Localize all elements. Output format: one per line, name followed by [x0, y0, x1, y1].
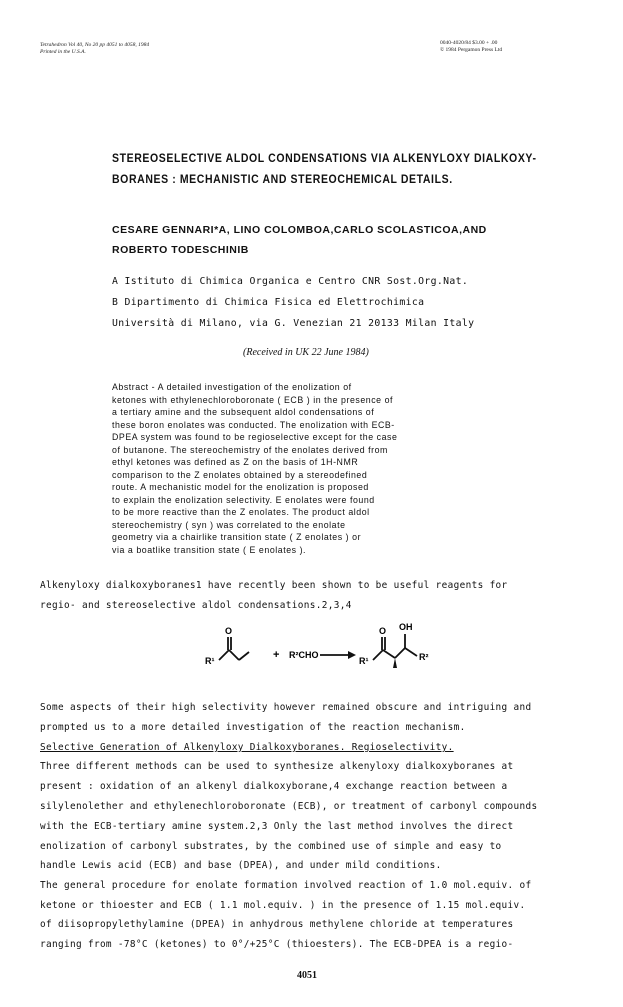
body-line: The general procedure for enolate formation involved reaction of 1.0 mol.equiv. of [40, 880, 532, 891]
abstract-line: a tertiary amine and the subsequent aldol condensations of [112, 407, 375, 417]
abstract-line: geometry via a chairlike transition state ( Z enolates ) or [112, 532, 362, 542]
product-oxygen-label: O [379, 626, 387, 636]
title-line-1: STEREOSELECTIVE ALDOL CONDENSATIONS VIA ALKENYLOXY DIALKOXY- [112, 152, 537, 166]
abstract-line: ketones with ethylenechloroboronate ( ECB ) in the presence of [112, 394, 394, 405]
paper-title [112, 149, 552, 191]
body-line: present : oxidation of an alkenyl dialkoxyborane,4 exchange reaction between a [40, 781, 508, 792]
copyright-line: © 1984 Pergamon Press Ltd [440, 47, 503, 53]
aldehyde-reagent: R²CHO [289, 650, 319, 660]
journal-citation: Tetrahedron Vol 40, No 20 pp 4051 to 4058, 1984 [40, 42, 150, 48]
abstract [112, 381, 532, 556]
body-line: Three different methods can be used to synthesize alkenyloxy dialkoxyboranes at [40, 761, 514, 772]
abstract-line: these boron enolates was conducted. The enolization with ECB- [112, 419, 395, 430]
body-line: handle Lewis acid (ECB) and base (DPEA), and under mild conditions. [40, 860, 442, 871]
authors-line-2: ROBERTO TODESCHINIB [112, 244, 249, 256]
printed-location: Printed in the U.S.A. [40, 49, 86, 55]
section-heading: Selective Generation of Alkenyloxy Dialkoxyboranes. Regioselectivity. [40, 742, 454, 753]
abstract-line: to be more reactive than the Z enolates. The product aldol [112, 507, 370, 517]
abstract-line: route. A mechanistic model for the enolization is proposed [112, 482, 369, 492]
reaction-arrow [320, 651, 356, 659]
body-line: of diisopropylethylamine (DPEA) in anhydrous methylene chloride at temperatures [40, 919, 514, 930]
body-line: ranging from -78°C (ketones) to 0°/+25°C (thioesters). The ECB-DPEA is a regio- [40, 939, 514, 950]
received-date: (Received in UK 22 June 1984) [243, 347, 369, 358]
intro-line-2: regio- and stereoselective aldol condensations.2,3,4 [40, 600, 352, 611]
authors-line-1: CESARE GENNARI*A, LINO COLOMBOA,CARLO SCOLASTICOA,AND [112, 224, 487, 236]
product-r1-label: R¹ [359, 656, 369, 666]
affiliation-address: Università di Milano, via G. Venezian 21 20133 Milan Italy [112, 318, 475, 329]
affiliation-b: B Dipartimento di Chimica Fisica ed Elettrochimica [112, 297, 425, 308]
affiliation-a: A Istituto di Chimica Organica e Centro CNR Sost.Org.Nat. [112, 276, 469, 287]
aldol-product-structure [359, 622, 429, 668]
body-line: ketone or thioester and ECB ( 1.1 mol.equiv. ) in the presence of 1.15 mol.equiv. [40, 900, 526, 911]
body-line: Some aspects of their high selectivity however remained obscure and intriguing and [40, 702, 532, 713]
abstract-line: to explain the enolization selectivity. E enolates were found [112, 494, 375, 505]
body-line: enolization of carbonyl substrates, by the combined use of simple and easy to [40, 841, 502, 852]
intro-line-1: Alkenyloxy dialkoxyboranes1 have recently been shown to be useful reagents for [40, 580, 508, 591]
abstract-line: of butanone. The stereochemistry of the enolates derived from [112, 444, 388, 455]
body-line: silylenolether and ethylenechloroboronate (ECB), or treatment of carbonyl compounds [40, 801, 538, 812]
abstract-line: ethyl ketones was defined as Z on the basis of 1H-NMR [112, 457, 359, 467]
r1-label: R¹ [205, 656, 215, 666]
abstract-line: via a boatlike transition state ( E enolates ). [112, 544, 307, 555]
title-line-2: BORANES : MECHANISTIC AND STEREOCHEMICAL DETAILS. [112, 173, 453, 187]
reaction-scheme [205, 612, 445, 672]
oxygen-label: O [225, 626, 233, 636]
page-number: 4051 [297, 970, 317, 981]
publisher-header [440, 40, 502, 54]
journal-header [40, 42, 149, 56]
body-line: with the ECB-tertiary amine system.2,3 Only the last method involves the direct [40, 821, 514, 832]
hydroxyl-label: OH [399, 622, 413, 632]
abstract-line: stereochemistry ( syn ) was correlated to the enolate [112, 519, 346, 530]
ketone-structure [205, 626, 249, 666]
body-line: prompted us to a more detailed investigation of the reaction mechanism. [40, 722, 466, 733]
article-code: 0040-4020/84 $3.00 + .00 [440, 40, 498, 46]
product-r2-label: R² [419, 652, 429, 662]
plus-sign: + [273, 649, 280, 661]
author-list [112, 220, 552, 260]
abstract-line: DPEA system was found to be regioselective except for the case [112, 432, 398, 442]
abstract-line: comparison to the Z enolates obtained by a stereodefined [112, 469, 368, 480]
abstract-line: Abstract - A detailed investigation of the enolization of [112, 382, 352, 392]
